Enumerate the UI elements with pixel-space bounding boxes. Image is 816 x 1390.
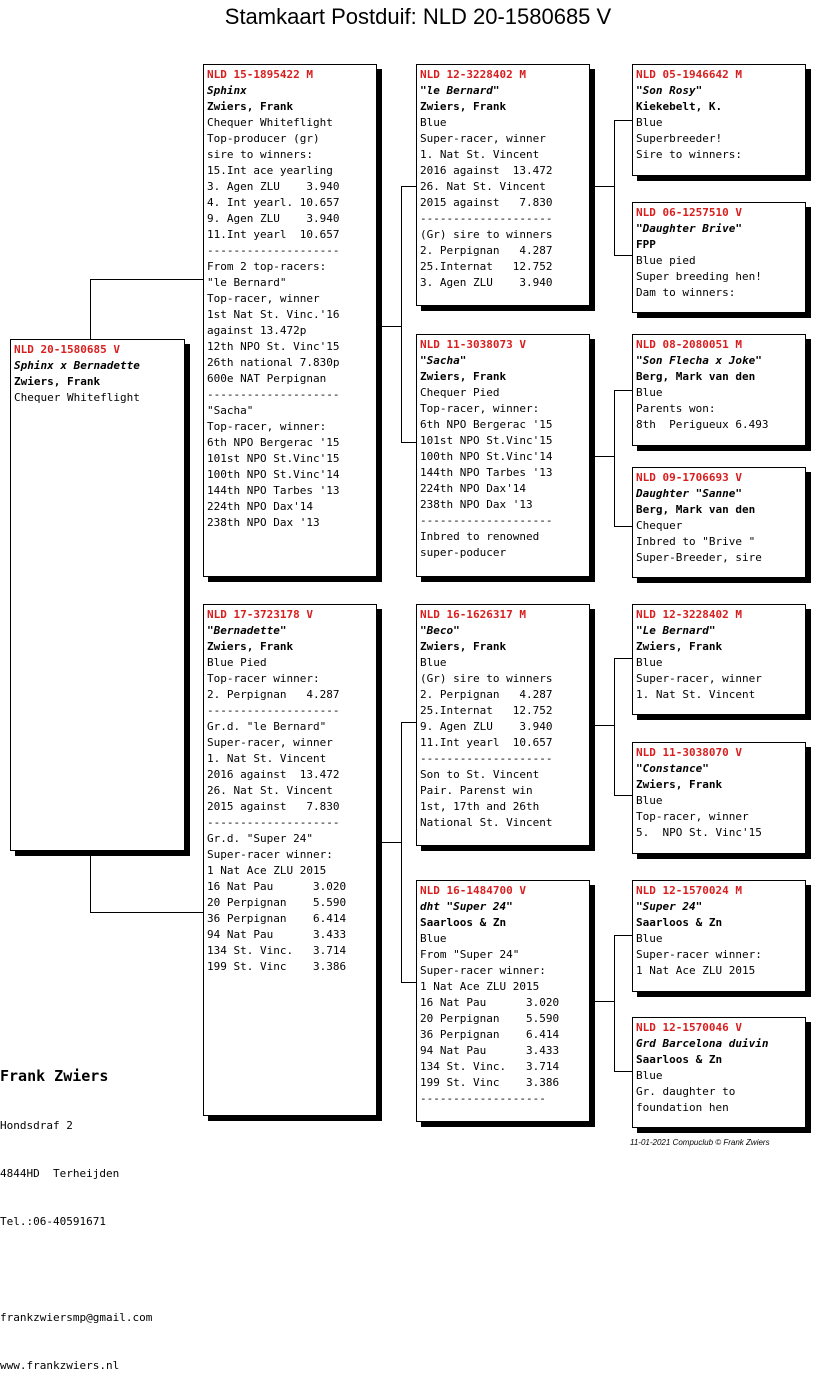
connector — [401, 982, 417, 983]
pigeon-name: Sphinx x Bernadette — [14, 359, 140, 372]
card-line: Top-racer, winner — [636, 810, 749, 823]
card-line: 134 St. Vinc. 3.714 — [207, 944, 347, 957]
card-line: 26th national 7.830p — [207, 356, 340, 369]
card-line: against 13.472p — [207, 324, 307, 337]
connector — [401, 186, 402, 442]
card-line: 144th NPO Tarbes '13 — [420, 466, 553, 479]
card-line: Super-Breeder, sire — [636, 551, 762, 564]
pedigree-card-sdd — [632, 467, 806, 578]
pigeon-name: "Super 24" — [636, 900, 703, 913]
card-line: Blue — [420, 656, 447, 669]
pigeon-name: Daughter "Sanne" — [636, 487, 742, 500]
connector — [401, 442, 417, 443]
card-line: 101st NPO St.Vinc'15 — [420, 434, 553, 447]
pedigree-card-sss — [632, 64, 806, 176]
ring-number: NLD 11-3038070 V — [636, 746, 742, 759]
ring-number: NLD 12-1570046 V — [636, 1021, 742, 1034]
card-line: 101st NPO St.Vinc'15 — [207, 452, 340, 465]
card-line: 94 Nat Pau 3.433 — [207, 928, 347, 941]
card-line: 3. Agen ZLU 3.940 — [420, 276, 553, 289]
card-line: Parents won: — [636, 402, 716, 415]
connector — [589, 1001, 614, 1002]
card-line: 6th NPO Bergerac '15 — [207, 436, 340, 449]
owner-name: Berg, Mark van den — [636, 370, 756, 383]
owner-name: Kiekebelt, K. — [636, 100, 723, 113]
card-line: 199 St. Vinc 3.386 — [207, 960, 347, 973]
card-line: Blue — [636, 932, 663, 945]
card-line: 2015 against 7.830 — [420, 196, 553, 209]
pigeon-name: "Bernadette" — [207, 624, 287, 637]
card-line: 15.Int ace yearling — [207, 164, 333, 177]
card-line: 12th NPO St. Vinc'15 — [207, 340, 340, 353]
card-line: Superbreeder! — [636, 132, 723, 145]
connector — [614, 1071, 632, 1072]
card-line: Blue — [636, 656, 663, 669]
card-line: -------------------- — [207, 704, 340, 717]
breeder-website: www.frankzwiers.nl — [0, 1359, 120, 1372]
pedigree-card-sire-sire — [416, 64, 590, 306]
pigeon-name: "le Bernard" — [420, 84, 500, 97]
pigeon-name: dht "Super 24" — [420, 900, 513, 913]
owner-name: Zwiers, Frank — [207, 640, 294, 653]
connector — [376, 842, 401, 843]
owner-name: Zwiers, Frank — [420, 370, 507, 383]
ring-number: NLD 12-3228402 M — [636, 608, 742, 621]
card-line: -------------------- — [420, 514, 553, 527]
card-line: (Gr) sire to winners — [420, 228, 553, 241]
ring-number: NLD 05-1946642 M — [636, 68, 742, 81]
card-line: "le Bernard" — [207, 276, 287, 289]
card-line: Top-racer, winner: — [207, 420, 327, 433]
card-line: 2. Perpignan 4.287 — [207, 688, 340, 701]
connector — [376, 326, 401, 327]
owner-name: Saarloos & Zn — [636, 916, 723, 929]
card-line: 2016 against 13.472 — [420, 164, 553, 177]
pedigree-card-ddd — [632, 1017, 806, 1128]
connector — [401, 186, 417, 187]
card-line: Dam to winners: — [636, 286, 736, 299]
card-line: -------------------- — [420, 212, 553, 225]
card-line: 224th NPO Dax'14 — [420, 482, 526, 495]
connector — [614, 658, 615, 795]
card-line: 16 Nat Pau 3.020 — [207, 880, 347, 893]
connector — [589, 456, 614, 457]
card-line: 5. NPO St. Vinc'15 — [636, 826, 762, 839]
card-line: foundation hen — [636, 1101, 729, 1114]
card-line: 1st Nat St. Vinc.'16 — [207, 308, 340, 321]
connector — [401, 722, 402, 982]
ring-number: NLD 11-3038073 V — [420, 338, 526, 351]
card-line: (Gr) sire to winners — [420, 672, 553, 685]
connector — [614, 795, 632, 796]
card-line: 6th NPO Bergerac '15 — [420, 418, 553, 431]
card-line: Super-racer winner: — [207, 848, 333, 861]
connector — [589, 725, 614, 726]
pedigree-card-sire-dam — [416, 334, 590, 577]
owner-name: Berg, Mark van den — [636, 503, 756, 516]
card-line: Super-racer, winner — [636, 672, 762, 685]
card-line: Chequer Whiteflight — [14, 391, 140, 404]
card-line: Gr.d. "Super 24" — [207, 832, 313, 845]
card-line: -------------------- — [207, 244, 340, 257]
card-line: 20 Perpignan 5.590 — [420, 1012, 560, 1025]
breeder-city: 4844HD Terheijden — [0, 1167, 120, 1180]
pigeon-name: Sphinx — [207, 84, 247, 97]
card-line: -------------------- — [420, 752, 553, 765]
card-line: Blue — [636, 386, 663, 399]
connector — [401, 722, 417, 723]
card-line: 25.Internat 12.752 — [420, 704, 553, 717]
owner-name: Zwiers, Frank — [420, 640, 507, 653]
connector — [90, 849, 91, 913]
owner-name: Zwiers, Frank — [14, 375, 101, 388]
card-line: Inbred to renowned — [420, 530, 540, 543]
connector — [614, 120, 615, 255]
connector — [614, 390, 632, 391]
card-line: Chequer Pied — [420, 386, 500, 399]
card-line: 199 St. Vinc 3.386 — [420, 1076, 560, 1089]
card-line: "Sacha" — [207, 404, 254, 417]
card-line: sire to winners: — [207, 148, 313, 161]
card-line: 20 Perpignan 5.590 — [207, 896, 347, 909]
card-line: 100th NPO St.Vinc'14 — [207, 468, 340, 481]
owner-name: Zwiers, Frank — [207, 100, 294, 113]
card-line: Top-producer (gr) — [207, 132, 320, 145]
owner-name: Saarloos & Zn — [420, 916, 507, 929]
card-line: -------------------- — [207, 388, 340, 401]
ring-number: NLD 15-1895422 M — [207, 68, 313, 81]
ring-number: NLD 16-1626317 M — [420, 608, 526, 621]
card-line: Gr.d. "le Bernard" — [207, 720, 327, 733]
ring-number: NLD 12-1570024 M — [636, 884, 742, 897]
connector — [614, 120, 632, 121]
card-line: Top-racer winner: — [207, 672, 320, 685]
card-line: Top-racer, winner — [207, 292, 320, 305]
card-line: 3. Agen ZLU 3.940 — [207, 180, 340, 193]
pigeon-name: "Son Rosy" — [636, 84, 703, 97]
card-line: 26. Nat St. Vincent — [420, 180, 546, 193]
pedigree-card-dss — [632, 604, 806, 715]
card-line: Blue — [420, 932, 447, 945]
connector — [90, 279, 204, 280]
card-line: 1st, 17th and 26th — [420, 800, 540, 813]
pigeon-name: "Beco" — [420, 624, 460, 637]
card-line: 1. Nat St. Vincent — [636, 688, 756, 701]
card-line: 2016 against 13.472 — [207, 768, 340, 781]
card-line: Super-racer winner: — [636, 948, 762, 961]
pigeon-name: "Constance" — [636, 762, 709, 775]
pedigree-card-ssd — [632, 202, 806, 313]
card-line: Chequer — [636, 519, 683, 532]
card-line: 224th NPO Dax'14 — [207, 500, 313, 513]
card-line: 144th NPO Tarbes '13 — [207, 484, 340, 497]
pigeon-name: Grd Barcelona duivin — [636, 1037, 769, 1050]
card-line: Pair. Parenst win — [420, 784, 533, 797]
card-line: Super-racer winner: — [420, 964, 546, 977]
connector — [614, 658, 632, 659]
card-line: Blue — [636, 116, 663, 129]
card-line: Blue — [420, 116, 447, 129]
page-title: Stamkaart Postduif: NLD 20-1580685 V — [224, 4, 612, 29]
pedigree-card-dds — [632, 880, 806, 992]
ring-number: NLD 17-3723178 V — [207, 608, 313, 621]
card-line: Top-racer, winner: — [420, 402, 540, 415]
card-line: 16 Nat Pau 3.020 — [420, 996, 560, 1009]
breeder-address: Hondsdraf 2 — [0, 1119, 73, 1132]
pigeon-name: "Daughter Brive" — [636, 222, 742, 235]
breeder-info — [0, 1034, 152, 1390]
ring-number: NLD 09-1706693 V — [636, 471, 742, 484]
card-line: 26. Nat St. Vincent — [207, 784, 333, 797]
card-line: 9. Agen ZLU 3.940 — [420, 720, 553, 733]
card-line: Son to St. Vincent — [420, 768, 540, 781]
card-line: 1. Nat St. Vincent — [207, 752, 327, 765]
card-line: Super-racer, winner — [420, 132, 546, 145]
ring-number: NLD 20-1580685 V — [14, 343, 120, 356]
pedigree-card-dam-dam — [416, 880, 590, 1122]
card-line: Blue pied — [636, 254, 696, 267]
card-line: 1. Nat St. Vincent — [420, 148, 540, 161]
card-line: Chequer Whiteflight — [207, 116, 333, 129]
pedigree-card-subject — [10, 339, 185, 851]
card-line: Blue — [636, 1069, 663, 1082]
connector — [614, 935, 615, 1071]
owner-name: Saarloos & Zn — [636, 1053, 723, 1066]
pedigree-card-dsd — [632, 742, 806, 854]
owner-name: FPP — [636, 238, 656, 251]
card-line: From "Super 24" — [420, 948, 520, 961]
card-line: 94 Nat Pau 3.433 — [420, 1044, 560, 1057]
card-line: Super breeding hen! — [636, 270, 762, 283]
card-line: Sire to winners: — [636, 148, 742, 161]
pigeon-name: "Sacha" — [420, 354, 467, 367]
owner-name: Zwiers, Frank — [636, 778, 723, 791]
owner-name: Zwiers, Frank — [420, 100, 507, 113]
card-line: 9. Agen ZLU 3.940 — [207, 212, 340, 225]
card-line: ------------------- — [420, 1092, 546, 1105]
pigeon-name: "Son Flecha x Joke" — [636, 354, 762, 367]
card-line: 4. Int yearl. 10.657 — [207, 196, 340, 209]
breeder-phone: Tel.:06-40591671 — [0, 1215, 106, 1228]
card-line: Gr. daughter to — [636, 1085, 736, 1098]
owner-name: Zwiers, Frank — [636, 640, 723, 653]
connector — [90, 279, 91, 339]
card-line: Super-racer, winner — [207, 736, 333, 749]
pedigree-card-dam — [203, 604, 377, 1116]
card-line: 11.Int yearl 10.657 — [420, 736, 553, 749]
card-line: 36 Perpignan 6.414 — [207, 912, 347, 925]
card-line: From 2 top-racers: — [207, 260, 327, 273]
pedigree-card-sire — [203, 64, 377, 577]
connector — [614, 526, 632, 527]
connector — [589, 186, 614, 187]
card-line: Inbred to "Brive " — [636, 535, 756, 548]
card-line: National St. Vincent — [420, 816, 553, 829]
card-line: 2. Perpignan 4.287 — [420, 688, 553, 701]
connector — [90, 912, 204, 913]
ring-number: NLD 08-2080051 M — [636, 338, 742, 351]
card-line: 1 Nat Ace ZLU 2015 — [636, 964, 756, 977]
card-line: 2. Perpignan 4.287 — [420, 244, 553, 257]
footer-credit: 11-01-2021 Compuclub © Frank Zwiers — [630, 1138, 770, 1147]
card-line: Blue Pied — [207, 656, 267, 669]
card-line: -------------------- — [207, 816, 340, 829]
card-line: 1 Nat Ace ZLU 2015 — [420, 980, 540, 993]
ring-number: NLD 06-1257510 V — [636, 206, 742, 219]
pigeon-name: "Le Bernard" — [636, 624, 716, 637]
card-line: 8th Perigueux 6.493 — [636, 418, 769, 431]
card-line: 2015 against 7.830 — [207, 800, 340, 813]
breeder-name: Frank Zwiers — [0, 1067, 109, 1085]
card-line: 238th NPO Dax '13 — [207, 516, 320, 529]
pedigree-card-dam-sire — [416, 604, 590, 846]
card-line: 600e NAT Perpignan — [207, 372, 327, 385]
card-line: 36 Perpignan 6.414 — [420, 1028, 560, 1041]
connector — [614, 255, 632, 256]
card-line: 1 Nat Ace ZLU 2015 — [207, 864, 327, 877]
pedigree-card-sds — [632, 334, 806, 446]
connector — [614, 935, 632, 936]
breeder-email: frankzwiersmp@gmail.com — [0, 1311, 153, 1324]
card-line: 238th NPO Dax '13 — [420, 498, 533, 511]
card-line: 25.Internat 12.752 — [420, 260, 553, 273]
card-line: 134 St. Vinc. 3.714 — [420, 1060, 560, 1073]
card-line: 100th NPO St.Vinc'14 — [420, 450, 553, 463]
card-line: 11.Int yearl 10.657 — [207, 228, 340, 241]
connector — [614, 390, 615, 526]
ring-number: NLD 16-1484700 V — [420, 884, 526, 897]
card-line: super-poducer — [420, 546, 507, 559]
ring-number: NLD 12-3228402 M — [420, 68, 526, 81]
card-line: Blue — [636, 794, 663, 807]
